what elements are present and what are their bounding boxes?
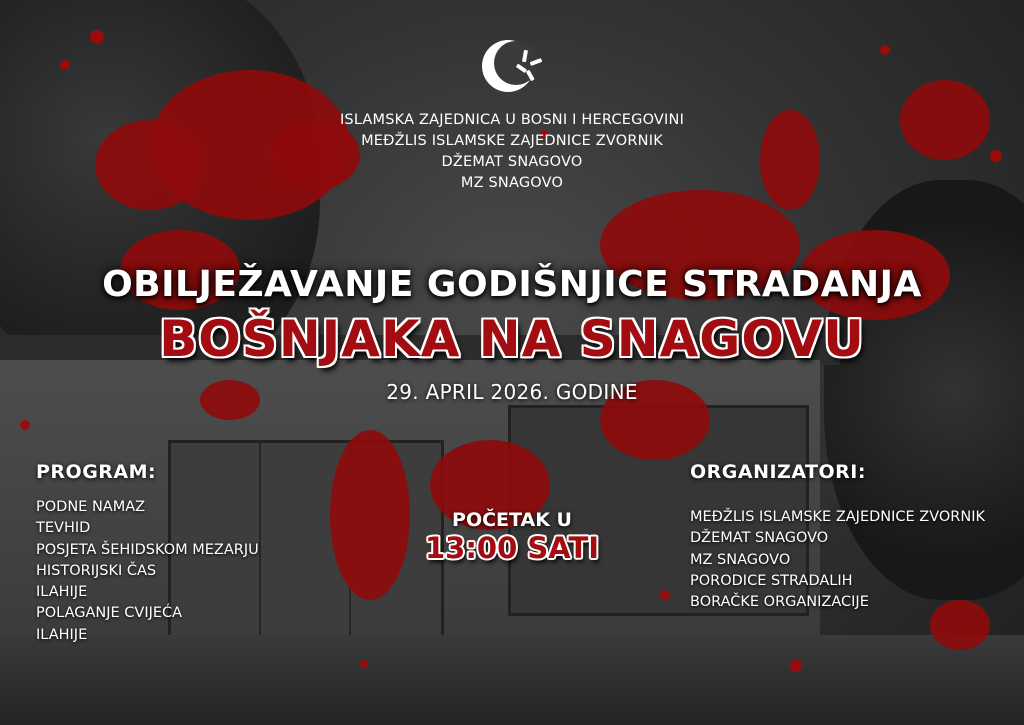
- blood-drop: [360, 660, 368, 668]
- header-line: ISLAMSKA ZAJEDNICA U BOSNI I HERCEGOVINI: [339, 112, 685, 128]
- program-list: [36, 497, 259, 646]
- blood-splatter: [900, 80, 990, 160]
- organization-header: [262, 110, 762, 194]
- program-item: HISTORIJSKI ČAS: [36, 562, 157, 579]
- crescent-star-icon: [478, 30, 550, 102]
- organizer-item: MEĐŽLIS ISLAMSKE ZAJEDNICE ZVORNIK: [690, 509, 986, 525]
- header-line: MZ SNAGOVO: [460, 175, 564, 191]
- program-item: ILAHIJE: [36, 584, 88, 601]
- program-item: TEVHID: [36, 520, 91, 537]
- organizer-item: DŽEMAT SNAGOVO: [690, 530, 829, 547]
- program-heading: PROGRAM:: [36, 461, 157, 483]
- header-line: MEĐŽLIS ISLAMSKE ZAJEDNICE ZVORNIK: [361, 133, 663, 149]
- blood-drop: [20, 420, 30, 430]
- ground: [0, 635, 1024, 725]
- header-line: DŽEMAT SNAGOVO: [441, 154, 583, 170]
- organizer-item: MZ SNAGOVO: [690, 551, 791, 568]
- event-date: 29. APRIL 2026. GODINE: [386, 380, 638, 404]
- blood-drop: [990, 150, 1002, 162]
- blood-splatter: [95, 120, 205, 210]
- program-item: PODNE NAMAZ: [36, 499, 146, 515]
- organizers-list: [690, 507, 985, 613]
- organizers-heading: ORGANIZATORI:: [690, 461, 866, 483]
- blood-drop: [90, 30, 104, 44]
- blood-splatter: [760, 110, 820, 210]
- title-line-2: BOŠNJAKA NA SNAGOVU: [159, 310, 865, 368]
- title-line-1: OBILJEŽAVANJE GODIŠNJICE STRADANJA: [102, 264, 922, 305]
- program-item: ILAHIJE: [36, 626, 88, 643]
- start-time: 13:00 SATI: [424, 531, 600, 565]
- program-item: POLAGANJE CVIJEĆA: [36, 605, 183, 622]
- blood-drop: [660, 590, 670, 600]
- blood-drop: [60, 60, 70, 70]
- blood-drop: [880, 45, 890, 55]
- start-label: POČETAK U: [452, 509, 572, 531]
- organizer-item: PORODICE STRADALIH: [690, 572, 853, 589]
- organizer-item: BORAČKE ORGANIZACIJE: [690, 594, 869, 611]
- blood-drop: [790, 660, 802, 672]
- program-item: POSJETA ŠEHIDSKOM MEZARJU: [36, 541, 259, 558]
